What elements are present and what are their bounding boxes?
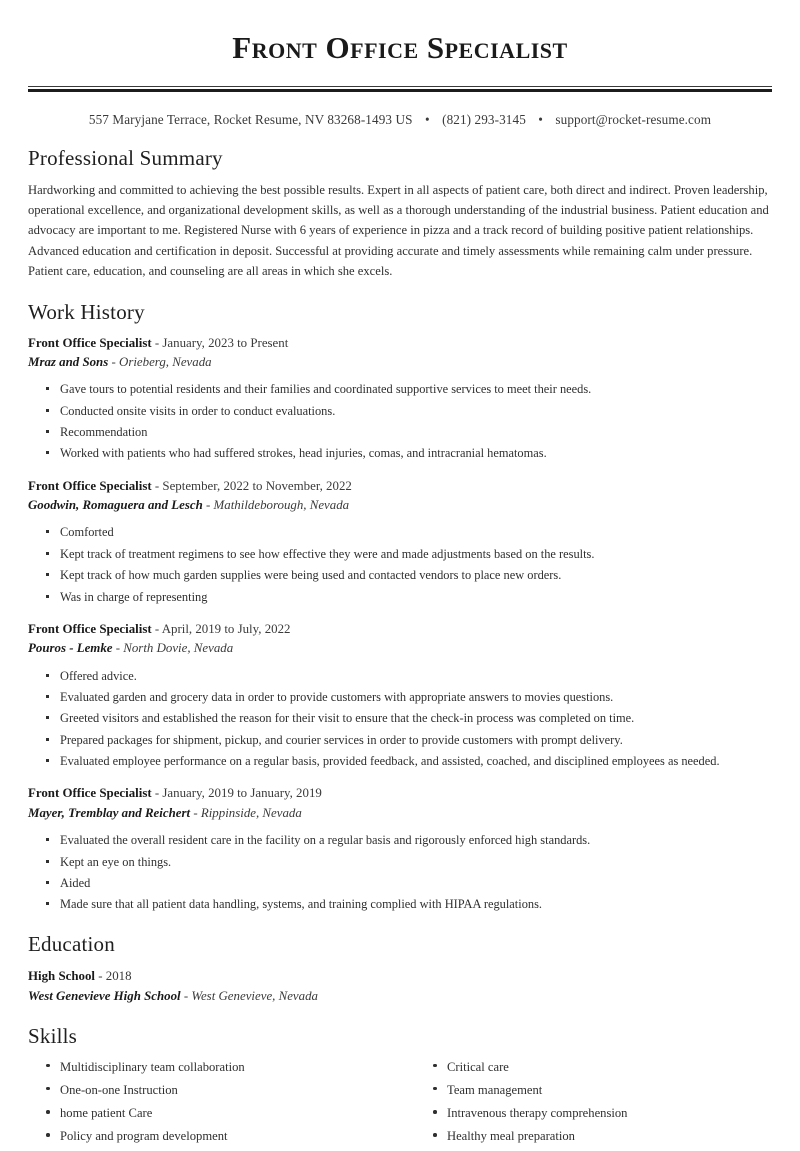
skills-column-left — [28, 1058, 400, 1151]
job-dates: September, 2022 to November, 2022 — [162, 478, 352, 493]
job-duty-item: Conducted onsite visits in order to conduct evaluations. — [60, 402, 772, 420]
contact-address: 557 Maryjane Terrace, Rocket Resume, NV 83268-1493 US — [88, 111, 413, 127]
section-heading-skills: Skills — [28, 1023, 78, 1048]
job-subheader — [28, 353, 772, 372]
job-location: Rippinside, Nevada — [200, 805, 302, 820]
job-separator: - — [115, 641, 121, 656]
section-heading-work-history: Work History — [28, 299, 145, 324]
skills-list-left — [28, 1058, 400, 1146]
job-header — [28, 334, 772, 353]
job-duty-item: Was in charge of representing — [60, 588, 772, 606]
section-heading-education: Education — [28, 931, 115, 956]
job-duty-item: Gave tours to potential residents and their families and coordinated supportive services to meet their needs. — [60, 380, 772, 398]
skill-item: Team management — [447, 1081, 772, 1099]
skill-item: Multidisciplinary team collaboration — [60, 1058, 400, 1076]
job-separator: - — [193, 805, 198, 820]
job-duty-item: Greeted visitors and established the reason for their visit to ensure that the check-in process was completed on time. — [60, 709, 772, 727]
job-dates: April, 2019 to July, 2022 — [161, 621, 291, 636]
job-duty-item: Worked with patients who had suffered strokes, head injuries, comas, and intracranial hematomas. — [60, 444, 772, 462]
section-professional-summary — [28, 146, 772, 282]
skills-columns — [28, 1058, 772, 1151]
job-location: Mathildeborough, Nevada — [213, 498, 350, 513]
job-title: Front Office Specialist — [28, 478, 152, 493]
skill-item: home patient Care — [60, 1104, 400, 1122]
job-separator: - — [154, 786, 160, 801]
job-duty-item: Kept an eye on things. — [60, 853, 772, 871]
job-subheader — [28, 639, 772, 658]
education-separator: - — [98, 968, 103, 983]
job-dates: January, 2019 to January, 2019 — [162, 786, 322, 801]
education-school: West Genevieve High School — [28, 988, 181, 1003]
education-entry — [28, 966, 772, 1006]
contact-line — [28, 112, 772, 128]
job-separator: - — [154, 478, 160, 493]
skills-column-right — [400, 1058, 772, 1151]
education-header — [28, 966, 772, 986]
header-divider — [28, 86, 772, 92]
job-duty-item: Evaluated garden and grocery data in order to provide customers with appropriate answers to movies questions. — [60, 688, 772, 706]
skill-item: One-on-one Instruction — [60, 1081, 400, 1099]
summary-text: Hardworking and committed to achieving the best possible results. Expert in all aspects of patient care, both direct and indirect. Proven leadership, operational excellence, and organizational development skills, as well as a thorough understanding of the industrial business. Patient education and advocacy are important to me. Registered Nurse with 6 years of experience in pizza and a track record of building positive patient relationships. Advanced education and certification in deposit. Successful at providing accurate and timely assessments while remaining calm under pressure. Patient care, education, and counseling are all areas in which she excels. — [28, 182, 769, 279]
job-location: Orieberg, Nevada — [119, 354, 212, 369]
job-duty-item: Made sure that all patient data handling, systems, and training complied with HIPAA regulations. — [60, 895, 772, 913]
job-duties-list — [28, 380, 772, 462]
section-heading-summary: Professional Summary — [28, 145, 223, 170]
job-dates: January, 2023 to Present — [162, 335, 289, 350]
job-title: Front Office Specialist — [28, 335, 152, 350]
contact-separator-1: • — [424, 111, 430, 127]
job-company: Pouros - Lemke — [28, 641, 113, 656]
work-history-entry — [28, 784, 772, 913]
section-skills — [28, 1024, 772, 1151]
divider-line-thick — [28, 89, 772, 92]
contact-separator-2: • — [538, 111, 544, 127]
job-duty-item: Aided — [60, 874, 772, 892]
education-separator: - — [183, 988, 189, 1003]
job-duty-item: Prepared packages for shipment, pickup, and courier services in order to provide customers with prompt delivery. — [60, 731, 772, 749]
job-duties-list — [28, 667, 772, 771]
job-company: Mayer, Tremblay and Reichert — [28, 805, 191, 820]
section-education — [28, 932, 772, 1006]
resume-title: Front Office Specialist — [232, 30, 568, 65]
job-location: North Dovie, Nevada — [123, 641, 234, 656]
job-separator: - — [206, 498, 211, 513]
job-duties-list — [28, 831, 772, 913]
job-subheader — [28, 804, 772, 823]
education-subheader — [28, 986, 772, 1006]
job-separator: - — [154, 335, 160, 350]
job-duty-item: Evaluated employee performance on a regular basis, provided feedback, and assisted, coached, and disciplined employees as needed. — [60, 752, 772, 770]
job-header — [28, 477, 772, 496]
work-history-entry — [28, 334, 772, 463]
education-year: 2018 — [105, 968, 132, 983]
skill-item: Policy and program development — [60, 1127, 400, 1145]
job-duty-item: Recommendation — [60, 423, 772, 441]
contact-email: support@rocket-resume.com — [555, 111, 712, 127]
job-separator: - — [111, 354, 116, 369]
job-duty-item: Kept track of treatment regimens to see how effective they were and made adjustments based on the results. — [60, 545, 772, 563]
job-header — [28, 784, 772, 803]
section-work-history — [28, 300, 772, 914]
skills-list-right — [415, 1058, 772, 1146]
skill-item: Intravenous therapy comprehension — [447, 1104, 772, 1122]
job-duty-item: Kept track of how much garden supplies were being used and contacted vendors to place new orders. — [60, 566, 772, 584]
work-history-entry — [28, 620, 772, 771]
job-duties-list — [28, 523, 772, 605]
work-history-entry — [28, 477, 772, 606]
job-header — [28, 620, 772, 639]
job-duty-item: Offered advice. — [60, 667, 772, 685]
job-title: Front Office Specialist — [28, 786, 152, 801]
education-degree: High School — [28, 968, 95, 983]
job-company: Goodwin, Romaguera and Lesch — [28, 498, 203, 513]
job-subheader — [28, 496, 772, 515]
skill-item: Critical care — [447, 1058, 772, 1076]
job-separator: - — [154, 621, 160, 636]
contact-phone: (821) 293-3145 — [442, 111, 526, 127]
education-location: West Genevieve, Nevada — [191, 988, 318, 1003]
job-duty-item: Comforted — [60, 523, 772, 541]
job-title: Front Office Specialist — [28, 621, 152, 636]
skill-item: Healthy meal preparation — [447, 1127, 772, 1145]
job-company: Mraz and Sons — [28, 354, 109, 369]
job-duty-item: Evaluated the overall resident care in the facility on a regular basis and rigorously enforced high standards. — [60, 831, 772, 849]
